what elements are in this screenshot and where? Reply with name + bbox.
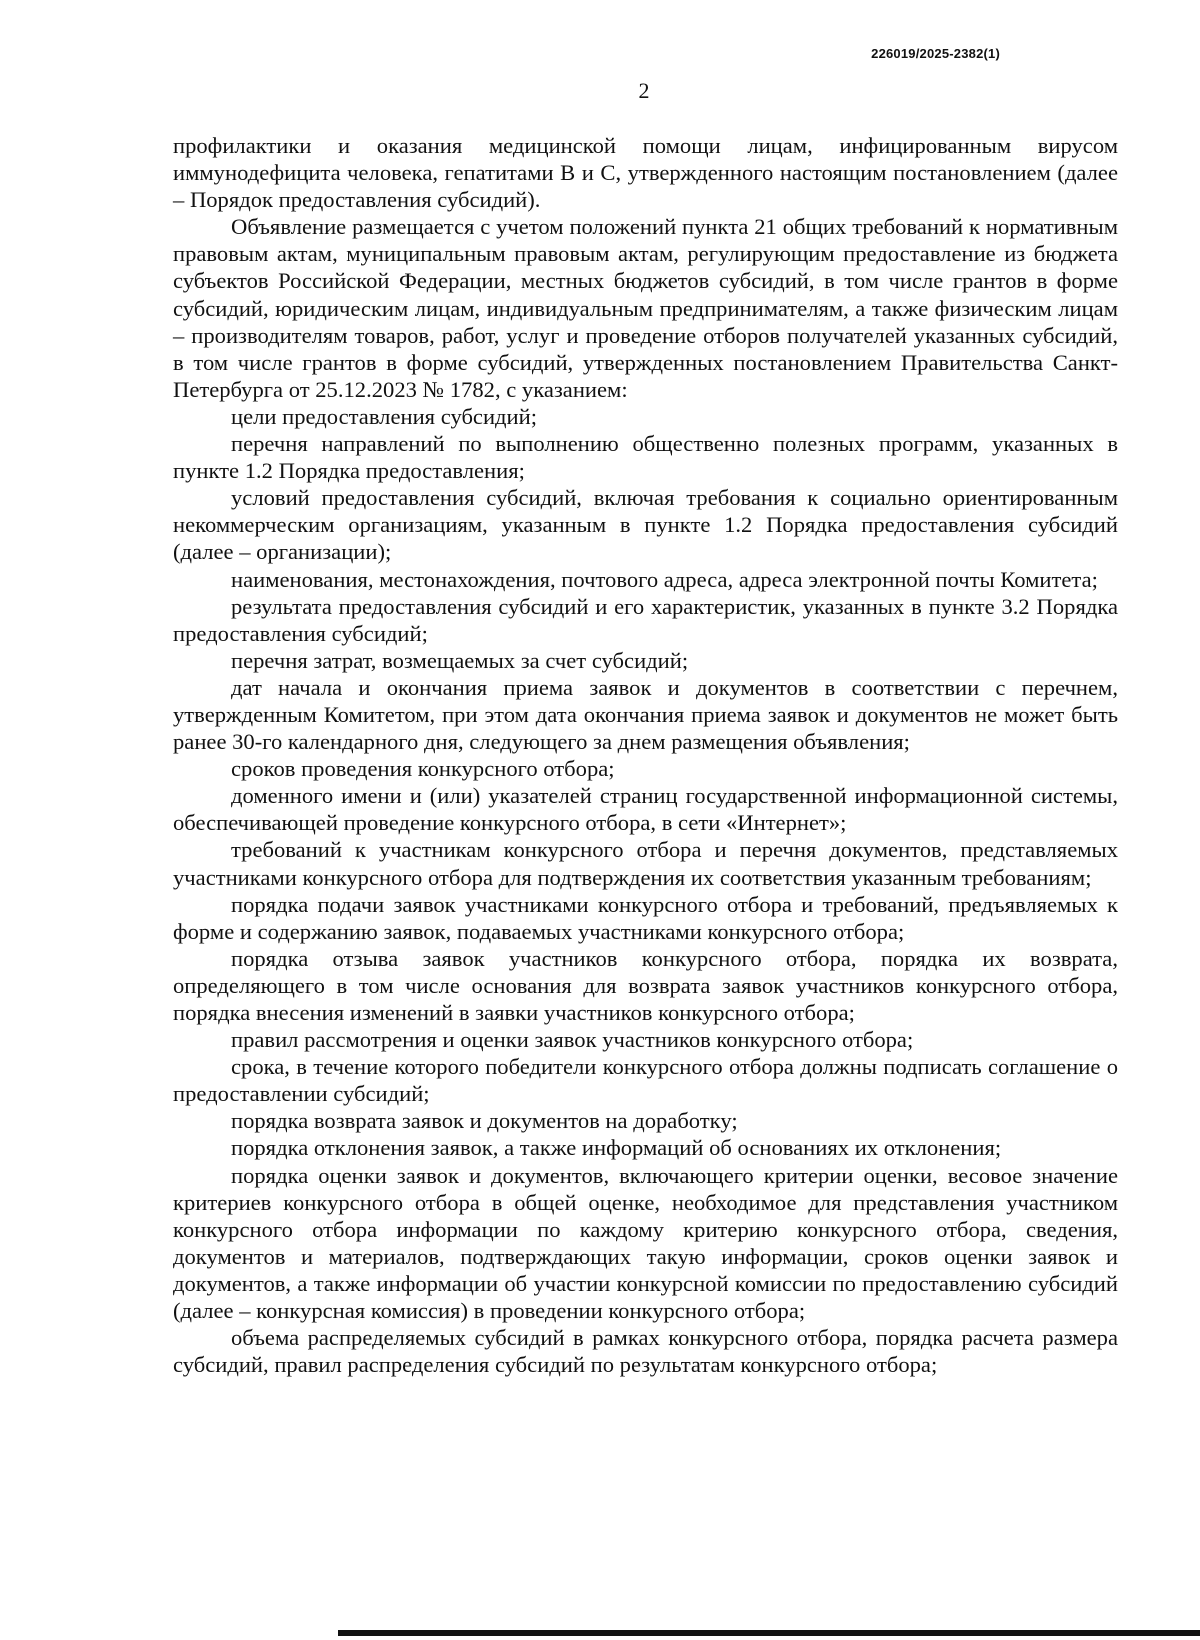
paragraph: перечня затрат, возмещаемых за счет субсидий; (231, 647, 689, 673)
document-registration-number: 226019/2025-2382(1) (871, 46, 1000, 61)
paragraph: сроков проведения конкурсного отбора; (231, 756, 615, 782)
paragraph: цели предоставления субсидий; (231, 403, 538, 429)
paragraph: порядка оценки заявок и документов, включающего критерии оценки, весовое значение критериев конкурсного отбора в общей оценке, необходимое для представления участником конкурсного отбора информации по каждому критерию конкурсного отбора, сведения, документов и материалов, подтверждающих такую информации, сроков оценки заявок и документов, а также информации об участии конкурсной комиссии по предоставлению субсидий (далее – конкурсная комиссия) в проведении конкурсного отбора; (173, 1162, 1118, 1324)
bottom-scan-border (338, 1630, 1200, 1636)
paragraph: объема распределяемых субсидий в рамках конкурсного отбора, порядка расчета размера субсидий, правил распределения субсидий по результатам конкурсного отбора; (173, 1325, 1118, 1378)
paragraph: порядка отклонения заявок, а также информаций об основаниях их отклонения; (231, 1135, 1002, 1161)
paragraph: результата предоставления субсидий и его характеристик, указанных в пункте 3.2 Порядка предоставления субсидий; (173, 593, 1118, 646)
paragraph: перечня направлений по выполнению общественно полезных программ, указанных в пункте 1.2 Порядка предоставления; (173, 431, 1118, 484)
paragraph: наименования, местонахождения, почтового адреса, адреса электронной почты Комитета; (231, 566, 1098, 592)
paragraph: срока, в течение которого победители конкурсного отбора должны подписать соглашение о предоставлении субсидий; (173, 1054, 1118, 1107)
paragraph: правил рассмотрения и оценки заявок участников конкурсного отбора; (231, 1027, 914, 1053)
paragraph: Объявление размещается с учетом положений пункта 21 общих требований к нормативным правовым актам, муниципальным правовым актам, регулирующим предоставление из бюджета субъектов Российской Федерации, местных бюджетов субсидий, в том числе грантов в форме субсидий, юридическим лицам, индивидуальным предпринимателям, а также физическим лицам – производителям товаров, работ, услуг и проведение отборов получателей указанных субсидий, в том числе грантов в форме субсидий, утвержденных постановлением Правительства Санкт-Петербурга от 25.12.2023 № 1782, с указанием: (173, 214, 1118, 402)
paragraph: дат начала и окончания приема заявок и документов в соответствии с перечнем, утвержденным Комитетом, при этом дата окончания приема заявок и документов не может быть ранее 30-го календарного дня, следующего за днем размещения объявления; (173, 674, 1118, 755)
paragraph: порядка подачи заявок участниками конкурсного отбора и требований, предъявляемых к форме и содержанию заявок, подаваемых участниками конкурсного отбора; (173, 891, 1118, 944)
page-number: 2 (638, 78, 650, 103)
paragraph: доменного имени и (или) указателей страниц государственной информационной системы, обеспечивающей проведение конкурсного отбора, в сети «Интернет»; (173, 783, 1118, 836)
paragraph: профилактики и оказания медицинской помощи лицам, инфицированным вирусом иммунодефицита человека, гепатитами В и С, утвержденного настоящим постановлением (далее – Порядок предоставления субсидий). (173, 133, 1118, 213)
paragraph: условий предоставления субсидий, включая требования к социально ориентированным некоммерческим организациям, указанным в пункте 1.2 Порядка предоставления субсидий (далее – организации); (173, 485, 1118, 565)
document-body (173, 132, 1118, 1378)
paragraph: требований к участникам конкурсного отбора и перечня документов, представляемых участниками конкурсного отбора для подтверждения их соответствия указанным требованиям; (173, 837, 1118, 890)
paragraph: порядка возврата заявок и документов на доработку; (231, 1108, 738, 1134)
paragraph: порядка отзыва заявок участников конкурсного отбора, порядка их возврата, определяющего в том числе основания для возврата заявок участников конкурсного отбора, порядка внесения изменений в заявки участников конкурсного отбора; (173, 945, 1118, 1025)
